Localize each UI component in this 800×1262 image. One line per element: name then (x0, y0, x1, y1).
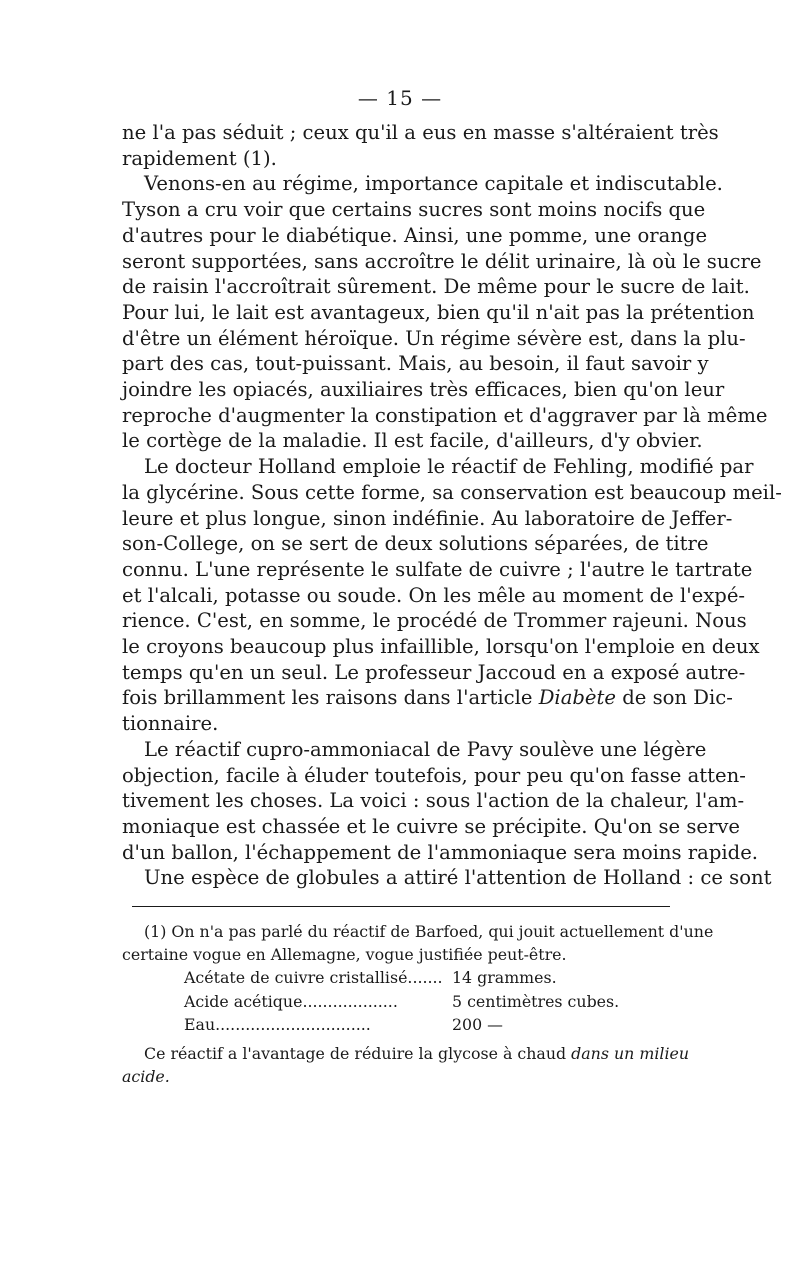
text-line: de raisin l'accroîtrait sûrement. De même pour le sucre de lait. (122, 275, 750, 299)
text-line: rapidement (1). (122, 146, 277, 170)
recipe-ingredient: Acide acétique................... (184, 991, 398, 1011)
text-line: son-College, on se sert de deux solutions séparées, de titre (122, 532, 709, 556)
footnote-closing-end-italic: acide. (122, 1067, 170, 1087)
text-line: Venons-en au régime, importance capitale et indiscutable. (144, 172, 723, 196)
text-line: Tyson a cru voir que certains sucres sont moins nocifs que (122, 198, 706, 222)
text-line: joindre les opiacés, auxiliaires très efficaces, bien qu'on leur (122, 378, 725, 402)
text-line: d'un ballon, l'échappement de l'ammoniaque sera moins rapide. (122, 840, 759, 864)
text-line: Le réactif cupro-ammoniacal de Pavy soulève une légère (144, 737, 707, 761)
text-line: le cortège de la maladie. Il est facile, d'ailleurs, d'y obvier. (122, 429, 703, 453)
footnote-rule (132, 906, 670, 907)
text-line: la glycérine. Sous cette forme, sa conservation est beaucoup meil- (122, 480, 782, 504)
text-line: tionnaire. (122, 712, 219, 736)
recipe-row (122, 966, 674, 989)
recipe-row (122, 990, 674, 1013)
text-line: Le docteur Holland emploie le réactif de Fehling, modifié par (144, 455, 754, 479)
italic-term: Diabète (538, 686, 616, 710)
text-line: tivement les choses. La voici : sous l'action de la chaleur, l'am- (122, 789, 745, 813)
footnote-closing-text: Ce réactif a l'avantage de réduire la glycose à chaud (144, 1044, 572, 1064)
text-line: ne l'a pas séduit ; ceux qu'il a eus en masse s'altéraient très (122, 121, 719, 144)
text-line: Pour lui, le lait est avantageux, bien qu'il n'ait pas la prétention (122, 300, 755, 324)
body-text (122, 120, 782, 891)
recipe-quantity: 5 centimètres cubes. (452, 991, 620, 1011)
recipe-row (122, 1013, 674, 1036)
text-line: d'être un élément héroïque. Un régime sévère est, dans la plu- (122, 326, 746, 350)
text-line: seront supportées, sans accroître le délit urinaire, là où le sucre (122, 249, 762, 273)
recipe-ingredient: Eau............................... (184, 1014, 371, 1034)
footnote-closing-italic: dans un milieu (571, 1044, 690, 1064)
recipe-quantity: 200 — (452, 1014, 503, 1034)
text-line: part des cas, tout-puissant. Mais, au besoin, il faut savoir y (122, 352, 709, 376)
text-line: connu. L'une représente le sulfate de cuivre ; l'autre le tartrate (122, 557, 753, 581)
text-line: moniaque est chassée et le cuivre se précipite. Qu'on se serve (122, 814, 741, 838)
text-line: reproche d'augmenter la constipation et d'aggraver par là même (122, 403, 768, 427)
text-line: leure et plus longue, sinon indéfinie. Au laboratoire de Jeffer- (122, 506, 733, 530)
text-line: et l'alcali, potasse ou soude. On les mêle au moment de l'expé- (122, 583, 746, 607)
text-line: temps qu'en un seul. Le professeur Jaccoud en a exposé autre- (122, 660, 746, 684)
text-line: fois brillamment les raisons dans l'article Diabète de son Dic- (122, 686, 733, 710)
footnote-line: certaine vogue en Allemagne, vogue justifiée peut-être. (122, 945, 567, 965)
recipe-ingredient: Acétate de cuivre cristallisé....... (184, 968, 443, 988)
text-line: le croyons beaucoup plus infaillible, lorsqu'on l'emploie en deux (122, 635, 760, 659)
text-line: objection, facile à éluder toutefois, pour peu qu'on fasse atten- (122, 763, 746, 787)
footnote-closing-end (122, 1065, 674, 1088)
footnote-closing (122, 1042, 690, 1065)
recipe-quantity: 14 grammes. (452, 968, 557, 988)
text-line: d'autres pour le diabétique. Ainsi, une pomme, une orange (122, 223, 708, 247)
footnote-line: (1) On n'a pas parlé du réactif de Barfoed, qui jouit actuellement d'une (144, 922, 714, 941)
page-number: — 15 — (357, 86, 443, 110)
footnote (122, 920, 714, 1088)
text-line: Une espèce de globules a attiré l'attention de Holland : ce sont (144, 866, 772, 890)
text-line: rience. C'est, en somme, le procédé de Trommer rajeuni. Nous (122, 609, 747, 633)
